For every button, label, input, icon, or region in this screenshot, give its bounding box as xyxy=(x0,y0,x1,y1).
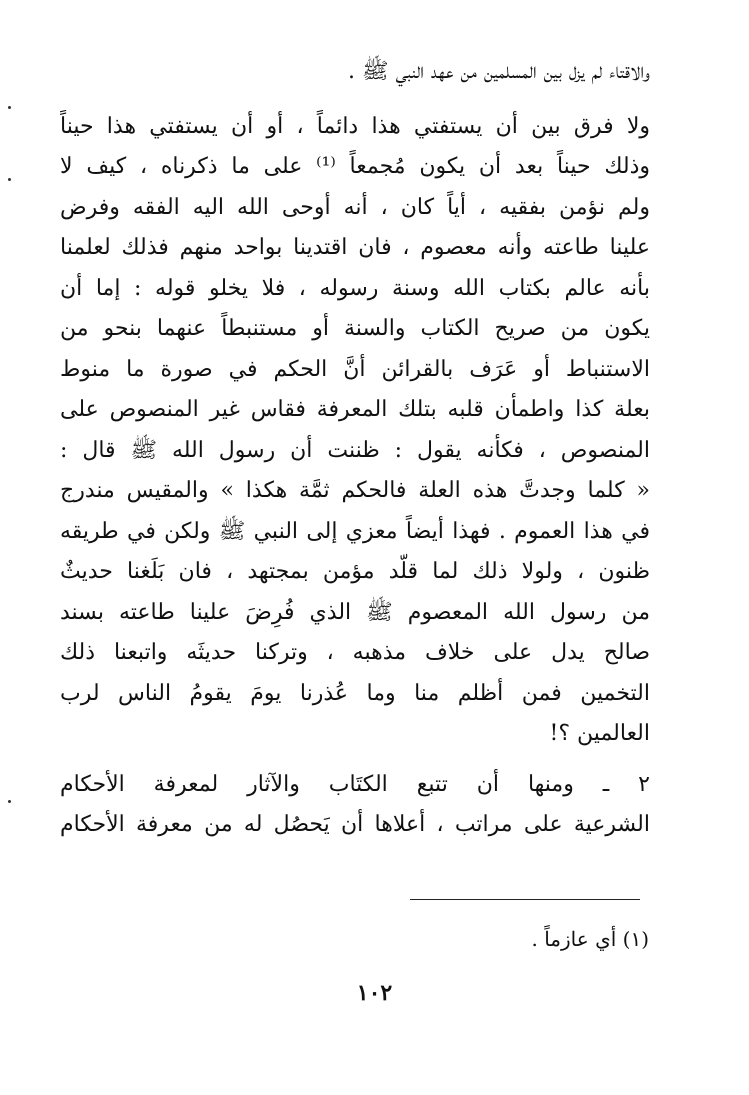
text-line: « كلما وجدتَّ هذه العلة فالحكم ثمَّة هكذا » والمقيس مندرج xyxy=(60,478,650,503)
footnote-divider xyxy=(410,899,640,900)
text-line: بأنه عالم بكتاب الله وسنة رسوله ، فلا يخلو قوله : إما أن xyxy=(60,275,650,301)
margin-mark xyxy=(8,178,11,181)
paragraph-gap xyxy=(60,93,650,107)
text-line: ظنون ، ولولا ذلك لما قلّد مؤمن بمجتهد ، فان بَلَغنا حديثٌ xyxy=(60,559,650,584)
margin-mark xyxy=(8,106,11,109)
text-line: ولا فرق بين أن يستفتي هذا دائماً ، أو أن يستفتي هذا حيناً xyxy=(60,113,650,139)
text-line: وذلك حيناً بعد أن يكون مُجمعاً ⁽¹⁾ على ما ذكرناه ، كيف لا xyxy=(60,154,650,179)
text-line: ٢ ـ ومنها أن تتبع الكتَاب والآثار لمعرفة الأحكام xyxy=(60,771,650,797)
text-line: والاقتاء لم يزل بين المسلمين من عهد النبي ﷺ . xyxy=(348,59,650,84)
text-line: الشرعية على مراتب ، أعلاها أن يَحصُل له من معرفة الأحكام xyxy=(60,812,650,837)
margin-mark xyxy=(8,800,11,803)
footnote: (١) أي عازماً . xyxy=(531,927,649,951)
text-line: بعلة كذا واطمأن قلبه بتلك المعرفة فقاس غير المنصوص على xyxy=(60,397,650,422)
text-line: من رسول الله المعصوم ﷺ الذي فُرِضَ علينا طاعته بسند xyxy=(60,599,650,625)
text-line: العالمين ؟! xyxy=(549,721,650,746)
text-line: علينا طاعته وأنه معصوم ، فان اقتدينا بواحد منهم فذلك لعلمنا xyxy=(60,235,650,260)
text-line: يكون من صريح الكتاب والسنة أو مستنبطاً عنهما بنحو من xyxy=(60,316,650,341)
text-line: الاستنباط أو عَرَف بالقرائن أنَّ الحكم في صورة ما منوط xyxy=(60,356,650,382)
text-line: صالح يدل على خلاف مذهبه ، وتركنا حديثَه واتبعنا ذلك xyxy=(60,640,650,665)
page-number: ١٠٢ xyxy=(356,980,393,1006)
text-line: ولم نؤمن بفقيه ، أياً كان ، أنه أوحى الله اليه الفقه وفرض xyxy=(60,194,650,220)
paragraph-gap xyxy=(60,755,650,765)
text-line: المنصوص ، فكأنه يقول : ظننت أن رسول الله ﷺ قال : xyxy=(60,437,650,463)
text-line: في هذا العموم . فهذا أيضاً معزي إلى النبي ﷺ ولكن في طريقه xyxy=(60,518,650,544)
page-body xyxy=(60,52,650,846)
text-line: التخمين فمن أظلم منا وما عُذرنا يومَ يقومُ الناس لرب xyxy=(60,680,650,706)
